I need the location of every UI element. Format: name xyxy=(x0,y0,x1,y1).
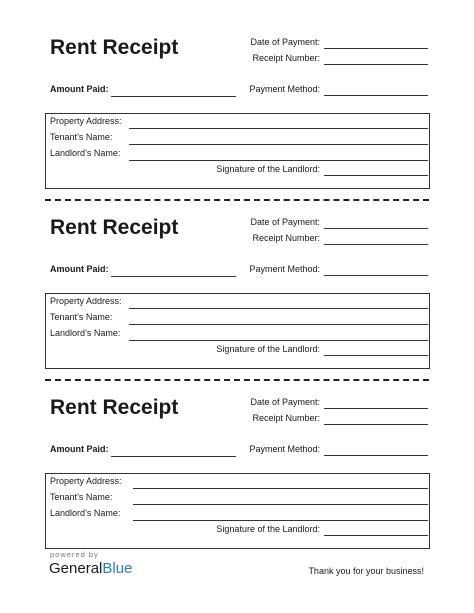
signature-label: Signature of the Landlord: xyxy=(216,524,320,534)
signature-field[interactable] xyxy=(324,175,428,176)
signature-label: Signature of the Landlord: xyxy=(216,164,320,174)
amount-paid-label: Amount Paid: xyxy=(50,264,109,274)
signature-field[interactable] xyxy=(324,355,428,356)
receipt-3 xyxy=(0,360,474,540)
powered-by-text: powered by xyxy=(50,550,99,559)
date-of-payment-label: Date of Payment: xyxy=(250,397,320,407)
receipt-number-label: Receipt Number: xyxy=(252,413,320,423)
payment-method-label: Payment Method: xyxy=(249,444,320,454)
property-address-field[interactable] xyxy=(129,308,428,309)
tenant-name-label: Tenant’s Name: xyxy=(50,312,113,322)
tenant-name-field[interactable] xyxy=(133,504,428,505)
landlord-name-field[interactable] xyxy=(129,340,428,341)
amount-paid-field[interactable] xyxy=(111,96,236,97)
receipt-number-field[interactable] xyxy=(324,424,428,425)
receipt-number-label: Receipt Number: xyxy=(252,233,320,243)
receipt-number-field[interactable] xyxy=(324,244,428,245)
payment-method-field[interactable] xyxy=(324,275,428,276)
property-address-label: Property Address: xyxy=(50,116,122,126)
landlord-name-field[interactable] xyxy=(129,160,428,161)
tenant-name-label: Tenant’s Name: xyxy=(50,492,113,502)
landlord-name-field[interactable] xyxy=(133,520,428,521)
tenant-name-field[interactable] xyxy=(129,144,428,145)
amount-paid-label: Amount Paid: xyxy=(50,444,109,454)
payment-method-field[interactable] xyxy=(324,95,428,96)
landlord-name-label: Landlord’s Name: xyxy=(50,148,121,158)
date-of-payment-field[interactable] xyxy=(324,48,428,49)
property-address-label: Property Address: xyxy=(50,296,122,306)
amount-paid-field[interactable] xyxy=(111,276,236,277)
amount-paid-label: Amount Paid: xyxy=(50,84,109,94)
date-of-payment-label: Date of Payment: xyxy=(250,217,320,227)
receipt-number-label: Receipt Number: xyxy=(252,53,320,63)
amount-paid-field[interactable] xyxy=(111,456,236,457)
payment-method-label: Payment Method: xyxy=(249,84,320,94)
signature-field[interactable] xyxy=(324,535,428,536)
signature-label: Signature of the Landlord: xyxy=(216,344,320,354)
receipt-title: Rent Receipt xyxy=(50,216,179,239)
landlord-name-label: Landlord’s Name: xyxy=(50,328,121,338)
receipt-1 xyxy=(0,0,474,180)
receipt-title: Rent Receipt xyxy=(50,36,179,59)
property-address-field[interactable] xyxy=(129,128,428,129)
thank-you-text: Thank you for your business! xyxy=(308,566,424,576)
property-address-field[interactable] xyxy=(133,488,428,489)
payment-method-field[interactable] xyxy=(324,455,428,456)
generalblue-logo xyxy=(49,560,132,577)
brand-blue: Blue xyxy=(102,560,133,577)
date-of-payment-field[interactable] xyxy=(324,228,428,229)
landlord-name-label: Landlord’s Name: xyxy=(50,508,121,518)
tenant-name-field[interactable] xyxy=(129,324,428,325)
date-of-payment-field[interactable] xyxy=(324,408,428,409)
receipt-title: Rent Receipt xyxy=(50,396,179,419)
receipt-number-field[interactable] xyxy=(324,64,428,65)
payment-method-label: Payment Method: xyxy=(249,264,320,274)
receipt-2 xyxy=(0,180,474,360)
date-of-payment-label: Date of Payment: xyxy=(250,37,320,47)
property-address-label: Property Address: xyxy=(50,476,122,486)
tenant-name-label: Tenant’s Name: xyxy=(50,132,113,142)
brand-general: General xyxy=(49,560,103,577)
